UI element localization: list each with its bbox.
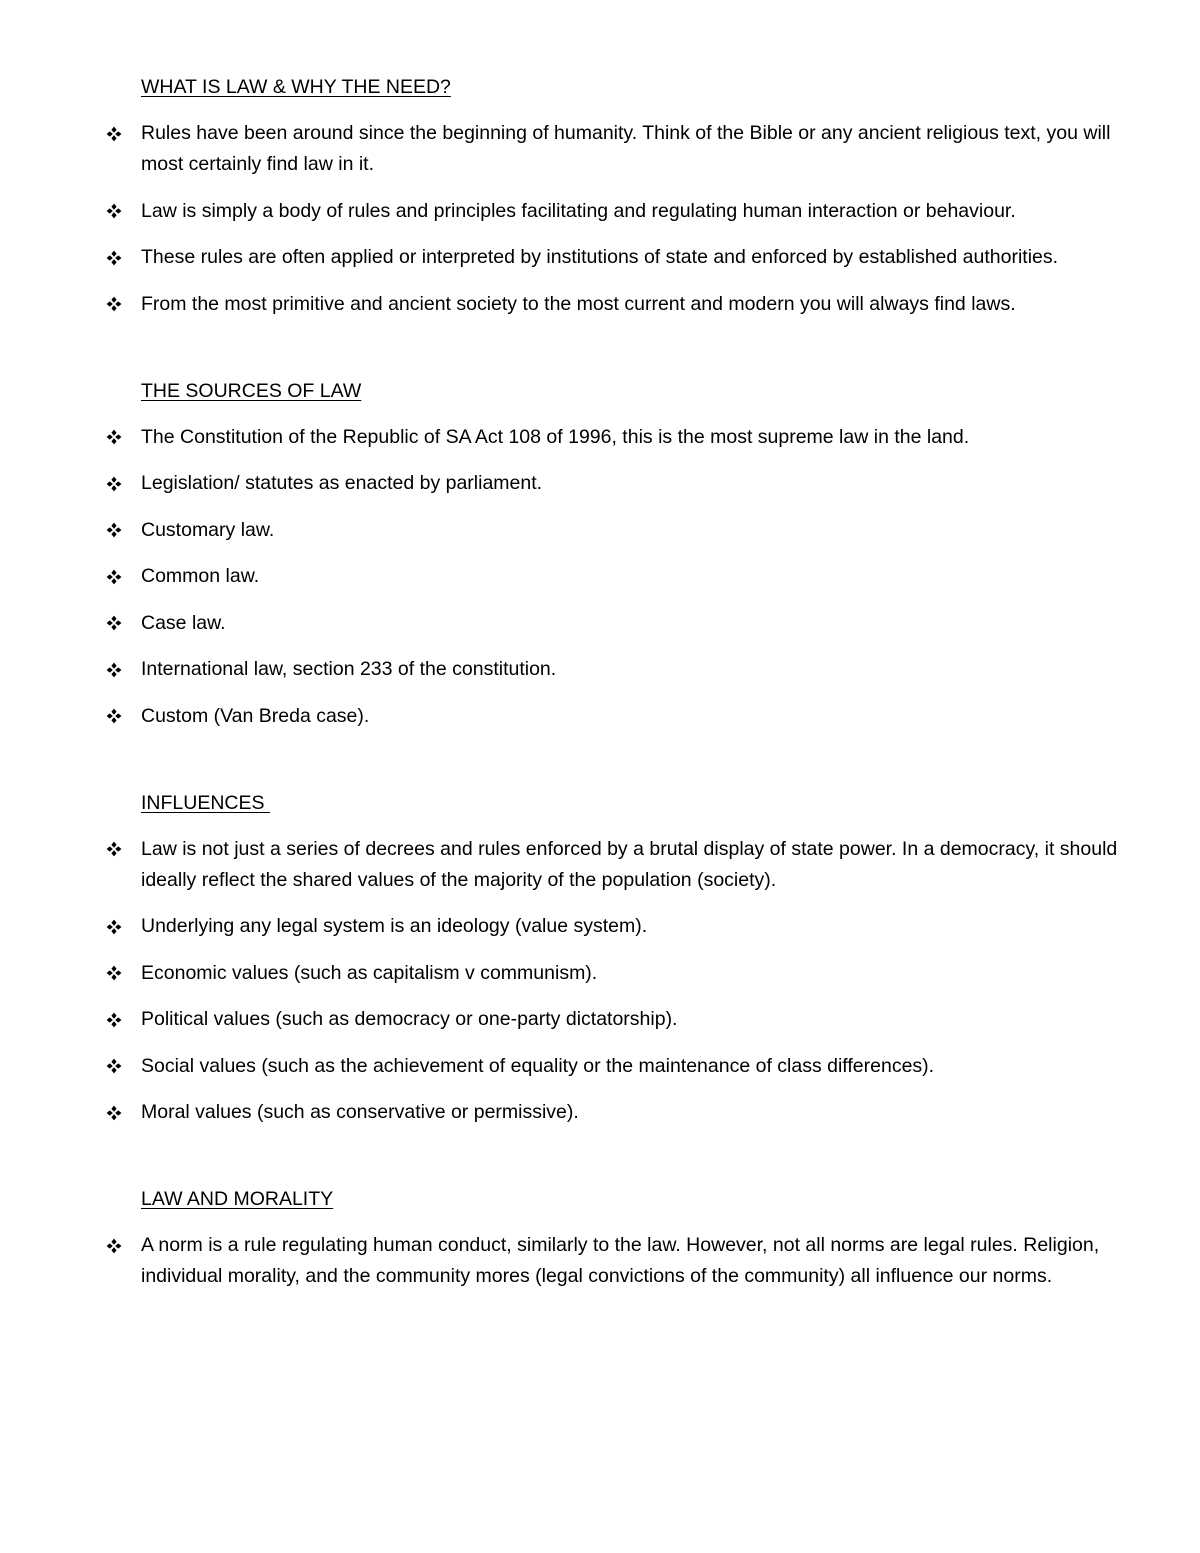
list-item-text: From the most primitive and ancient society to the most current and modern you will always find laws.	[141, 292, 1016, 315]
list-item-text: International law, section 233 of the constitution.	[141, 658, 557, 680]
list-item-text: Social values (such as the achievement of equality or the maintenance of class differences).	[141, 1054, 935, 1077]
four-diamond-bullet-icon	[106, 654, 122, 685]
list-item	[141, 196, 1141, 227]
list-item	[141, 654, 1141, 685]
list-item	[141, 468, 1141, 499]
list-item	[141, 1097, 1141, 1128]
list-item	[141, 515, 1141, 546]
list-item-text: Custom (Van Breda case).	[141, 704, 370, 727]
list-item-text: The Constitution of the Republic of SA Act 108 of 1996, this is the most supreme law in the land.	[141, 425, 970, 448]
four-diamond-bullet-icon	[106, 196, 122, 227]
list-item-text: Moral values (such as conservative or permissive).	[141, 1101, 579, 1123]
list-item-text: Legislation/ statutes as enacted by parliament.	[141, 472, 543, 494]
four-diamond-bullet-icon	[106, 834, 122, 865]
section-heading: INFLUENCES	[141, 791, 270, 814]
document-body	[141, 72, 1141, 1292]
section-heading: LAW AND MORALITY	[141, 1188, 334, 1210]
list-item	[141, 701, 1141, 732]
section-heading: THE SOURCES OF LAW	[141, 379, 362, 402]
bullet-list	[141, 1230, 1141, 1292]
four-diamond-bullet-icon	[106, 242, 122, 273]
section-influences	[141, 788, 1141, 1129]
bullet-list	[141, 118, 1141, 320]
list-item	[141, 958, 1141, 989]
bullet-list	[141, 422, 1141, 732]
section-heading: WHAT IS LAW & WHY THE NEED?	[141, 76, 451, 98]
bullet-list	[141, 834, 1141, 1129]
four-diamond-bullet-icon	[106, 118, 122, 149]
list-item-text: Common law.	[141, 565, 260, 587]
list-item-text: Underlying any legal system is an ideology (value system).	[141, 915, 648, 937]
four-diamond-bullet-icon	[106, 1230, 122, 1261]
section-what-is-law	[141, 72, 1141, 320]
list-item-text: Economic values (such as capitalism v communism).	[141, 961, 598, 984]
four-diamond-bullet-icon	[106, 561, 122, 592]
list-item-text: Political values (such as democracy or one-party dictatorship).	[141, 1008, 678, 1030]
list-item	[141, 911, 1141, 942]
list-item	[141, 118, 1141, 180]
four-diamond-bullet-icon	[106, 1051, 122, 1082]
list-item	[141, 1051, 1141, 1082]
list-item	[141, 289, 1141, 320]
list-item-text: Rules have been around since the beginning of humanity. Think of the Bible or any ancient religious text, you will most certainly find law in it.	[141, 122, 1111, 175]
list-item	[141, 242, 1141, 273]
list-item	[141, 1230, 1141, 1292]
list-item-text: Case law.	[141, 611, 226, 634]
four-diamond-bullet-icon	[106, 911, 122, 942]
four-diamond-bullet-icon	[106, 515, 122, 546]
list-item-text: These rules are often applied or interpreted by institutions of state and enforced by established authorities.	[141, 246, 1059, 268]
section-sources-of-law	[141, 376, 1141, 732]
four-diamond-bullet-icon	[106, 1004, 122, 1035]
four-diamond-bullet-icon	[106, 701, 122, 732]
section-law-and-morality	[141, 1184, 1141, 1292]
four-diamond-bullet-icon	[106, 289, 122, 320]
list-item	[141, 1004, 1141, 1035]
list-item-text: A norm is a rule regulating human conduct, similarly to the law. However, not all norms are legal rules. Religion, individual morality, and the community mores (legal convictions of the community) all influence our norms.	[141, 1234, 1100, 1287]
four-diamond-bullet-icon	[106, 958, 122, 989]
list-item-text: Law is not just a series of decrees and rules enforced by a brutal display of state power. In a democracy, it should ideally reflect the shared values of the majority of the population (society).	[141, 837, 1118, 891]
list-item-text: Law is simply a body of rules and principles facilitating and regulating human interaction or behaviour.	[141, 199, 1016, 222]
list-item	[141, 561, 1141, 592]
four-diamond-bullet-icon	[106, 1097, 122, 1128]
four-diamond-bullet-icon	[106, 422, 122, 453]
list-item	[141, 422, 1141, 453]
four-diamond-bullet-icon	[106, 468, 122, 499]
list-item-text: Customary law.	[141, 518, 275, 541]
list-item	[141, 834, 1141, 896]
four-diamond-bullet-icon	[106, 608, 122, 639]
list-item	[141, 608, 1141, 639]
